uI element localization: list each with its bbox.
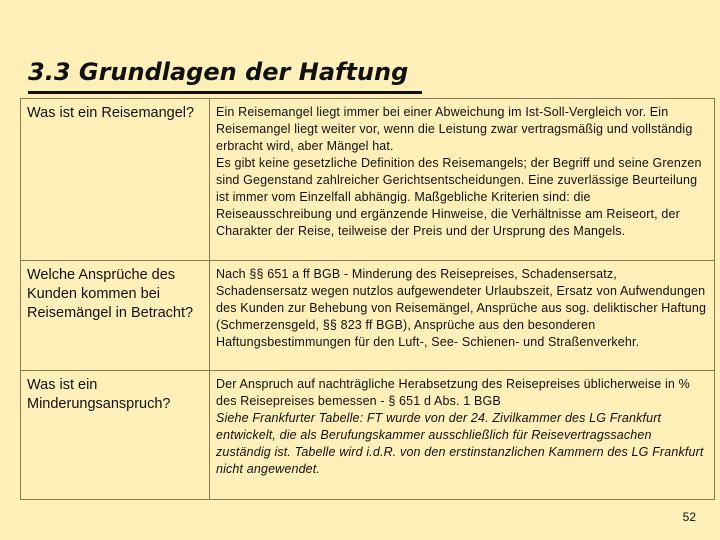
answer-paragraph: Nach §§ 651 a ff BGB - Minderung des Reisepreises, Schadensersatz, Schadensersatz wegen nutzlos aufgewendeter Urlaubszeit, Ersatz von Aufwendungen des Kunden zur Behebung von Reisemängel, Ansprüche aus sog. deliktischer Haftung (Schmerzensgeld, §§ 823 ff BGB), Ansprüche aus den besonderen Haftungsbestimmungen für den Luft-, See- Schienen- und Straßenverkehr. — [216, 267, 707, 349]
answer-cell — [210, 371, 715, 500]
answer-cell — [210, 261, 715, 371]
answer-cell — [210, 99, 715, 261]
answer-paragraph: Es gibt keine gesetzliche Definition des Reisemangels; der Begriff und seine Grenzen sind Gegenstand zahlreicher Gerichtsentscheidungen. Eine zuverlässige Beurteilung ist immer vom Einzelfall abhängig. Maßgebliche Kriterien sind: die Reiseausschreibung und ergänzende Hinweise, die Verhältnisse am Reiseort, der Charakter der Reise, teilweise der Preis und der Ursprung des Mangels. — [216, 156, 702, 238]
page-number: 52 — [682, 510, 696, 524]
answer-paragraph: Der Anspruch auf nachträgliche Herabsetzung des Reisepreises üblicherweise in % des Reisepreises bemessen - § 651 d Abs. 1 BGB — [216, 377, 690, 408]
answer-paragraph: Ein Reisemangel liegt immer bei einer Abweichung im Ist-Soll-Vergleich vor. Ein Reisemangel liegt weiter vor, wenn die Leistung zwar vertragsmäßig und vollständig erbracht wird, aber Mängel hat. — [216, 105, 693, 153]
faq-table — [20, 98, 715, 500]
table-row — [21, 371, 715, 500]
slide-title: 3.3 Grundlagen der Haftung — [28, 58, 409, 86]
question-cell: Was ist ein Reisemangel? — [21, 99, 210, 261]
table-row — [21, 261, 715, 371]
question-cell: Welche Ansprüche des Kunden kommen bei Reisemängel in Betracht? — [21, 261, 210, 371]
answer-paragraph-italic: Siehe Frankfurter Tabelle: FT wurde von der 24. Zivilkammer des LG Frankfurt entwickelt, die als Berufungskammer ausschließlich für Reisevertragssachen zuständig ist. Tabelle wird i.d.R. von den erstinstanzlichen Kammern des LG Frankfurt nicht angewendet. — [216, 411, 704, 476]
title-underline — [28, 91, 422, 94]
question-cell: Was ist ein Minderungsanspruch? — [21, 371, 210, 500]
table-row — [21, 99, 715, 261]
